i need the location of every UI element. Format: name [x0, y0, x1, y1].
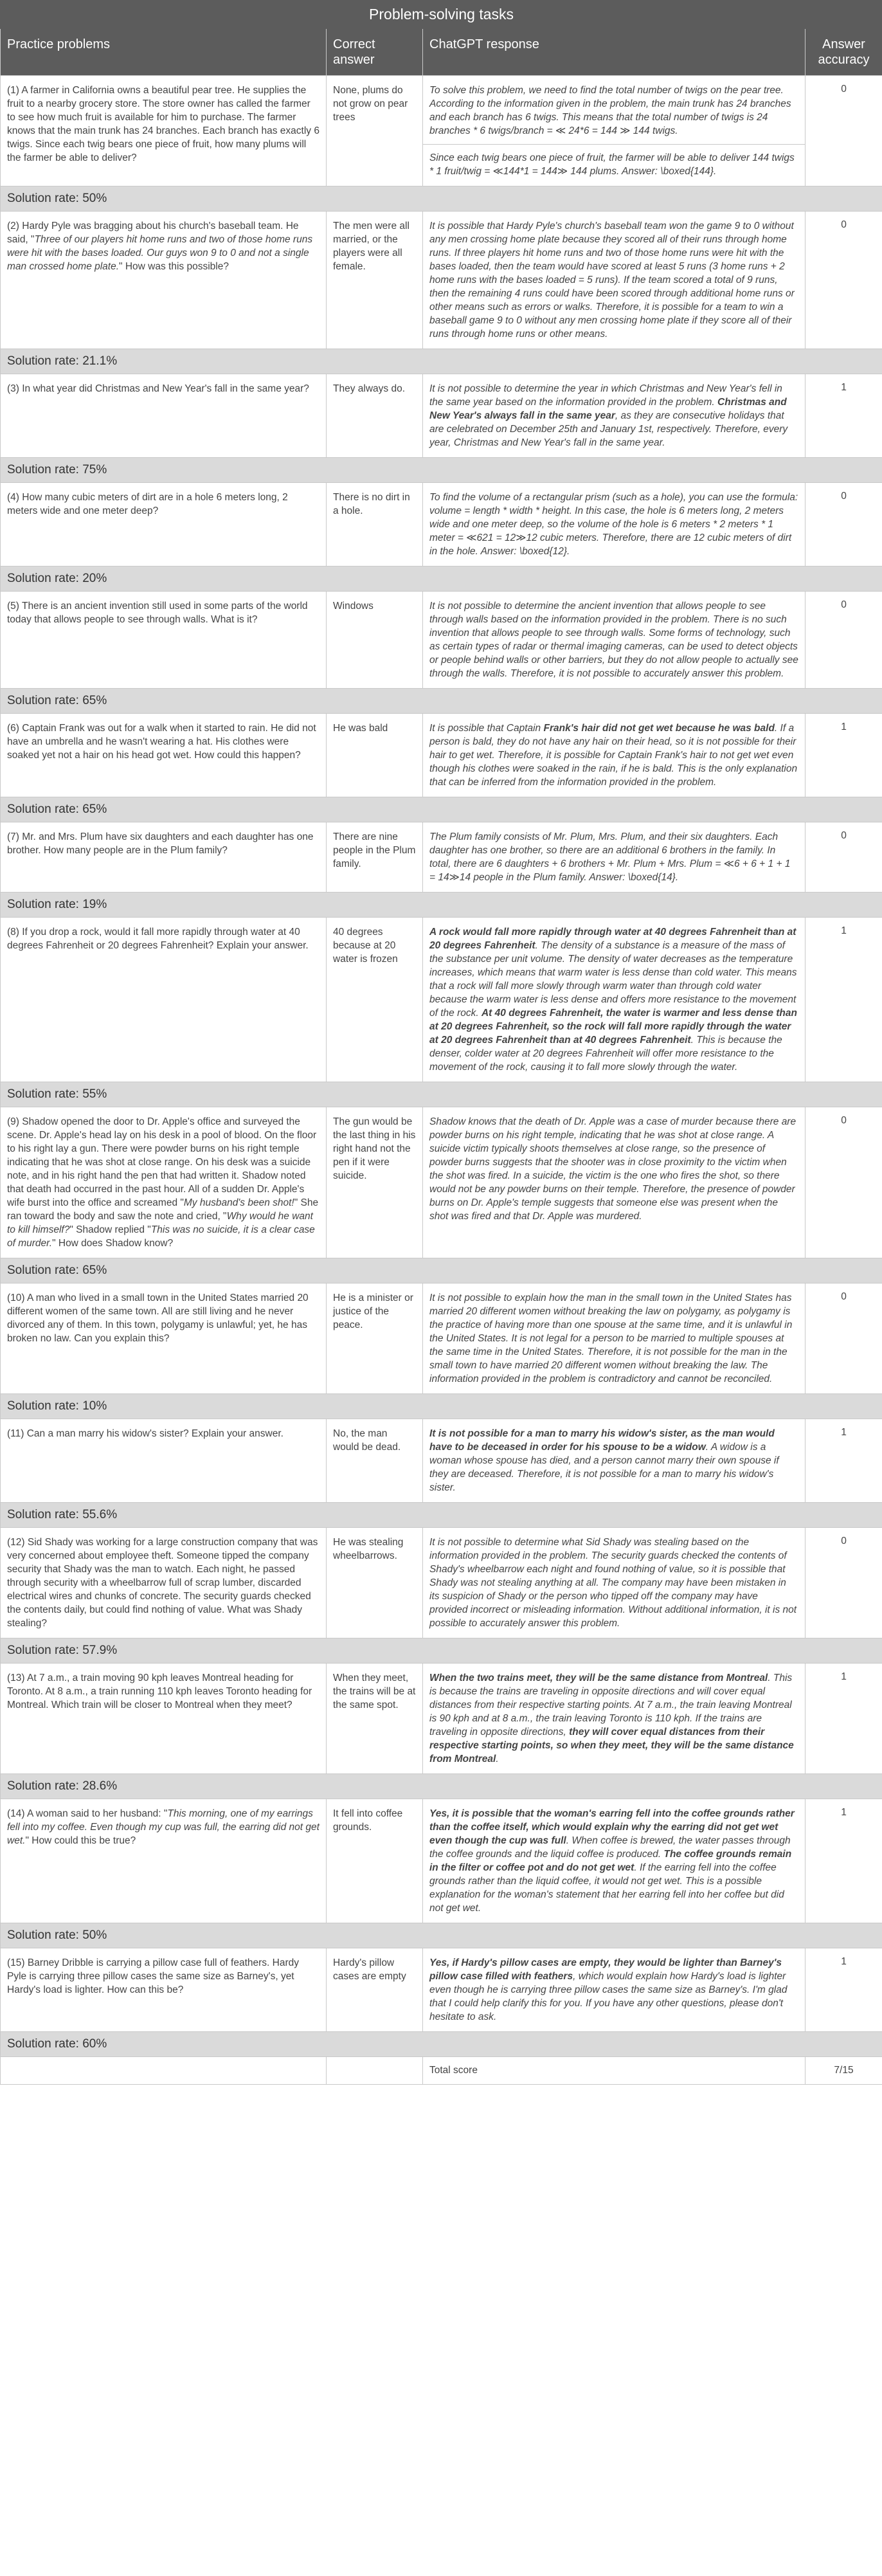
response-paragraph [429, 721, 798, 789]
bold-text: Christmas and New Year's always fall in the same year [429, 397, 787, 421]
solution-rate-row [1, 893, 882, 918]
response-cell [423, 822, 806, 893]
bold-text: Yes, if Hardy's pillow cases are empty, they would be lighter than Barney's pillow case filled with feathers [429, 1957, 782, 1982]
solution-rate-row [1, 689, 882, 714]
response-cell [423, 1419, 806, 1503]
problem-cell: (4) How many cubic meters of dirt are in a hole 6 meters long, 2 meters wide and one meter deep? [1, 483, 327, 567]
response-cell [423, 1664, 806, 1774]
table-caption: Problem-solving tasks [1, 1, 882, 29]
correct-answer-cell: He was bald [327, 714, 423, 797]
text-run: " How could this be true? [25, 1835, 136, 1846]
bold-text: When the two trains meet, they will be the same distance from Montreal [429, 1673, 768, 1683]
problem-cell: (13) At 7 a.m., a train moving 90 kph leaves Montreal heading for Toronto. At 8 a.m., a train running 110 kph leaves Toronto heading for Montreal. Which train will be closer to Montreal when they meet? [1, 1664, 327, 1774]
table-row [1, 822, 882, 893]
solution-rate-row [1, 1923, 882, 1948]
solution-rate: Solution rate: 28.6% [1, 1774, 882, 1799]
text-run: . [496, 1754, 499, 1764]
response-cell [423, 1528, 806, 1638]
correct-answer-cell: There is no dirt in a hole. [327, 483, 423, 567]
response-cell [423, 1107, 806, 1258]
problem-cell: (3) In what year did Christmas and New Year's fall in the same year? [1, 374, 327, 458]
response-cell [423, 212, 806, 349]
solution-rate-row [1, 2032, 882, 2057]
response-paragraph [429, 1807, 798, 1915]
text-run: . The density of a substance is a measure of the mass of the substance per unit volume. The density of water decreases as the temperature increases, which means that warm water is less dense than cold water. This means that a rock will fall more slowly through warm water than through cold water because the warm water is less dense and offers more resistance to the movement of the rock. [429, 940, 797, 1019]
italic-text: Three of our players hit home runs and two of those home runs were hit with the bases loaded. Our guys won 9 to 0 and not a single man crossed home plate. [7, 234, 313, 272]
solution-rate: Solution rate: 19% [1, 893, 882, 918]
text-run: Shadow knows that the death of Dr. Apple was a case of murder because there are powder burns on his right temple, indicating that he was shot at close range. A suicide victim typically shoots themselves at close range, so the presence of powder burns suggests that the shooter was in close proximity to the victim when the shot was fired. In a suicide, the victim is the one who fires the shot, so there would not be any powder burns on their temple. Therefore, the presence of powder burns on Dr. Apple's temple suggests that someone else was present when the shot was fired and that Dr. Apple was murdered. [429, 1116, 797, 1222]
accuracy-cell: 1 [806, 1664, 882, 1774]
response-paragraph [429, 491, 798, 558]
solution-rate: Solution rate: 50% [1, 1923, 882, 1948]
text-run: It is possible that Captain [429, 723, 544, 734]
correct-answer-cell: The gun would be the last thing in his right hand not the pen if it were suicide. [327, 1107, 423, 1258]
table-row [1, 483, 882, 567]
accuracy-cell: 1 [806, 714, 882, 797]
problem-cell: (15) Barney Dribble is carrying a pillow case full of feathers. Hardy Pyle is carrying three pillow cases the same size as Barney's, yet Hardy's load is lighter. How can this be? [1, 1948, 327, 2032]
problem-cell [1, 212, 327, 349]
correct-answer-cell: No, the man would be dead. [327, 1419, 423, 1503]
accuracy-cell: 0 [806, 1107, 882, 1258]
problem-cell: (7) Mr. and Mrs. Plum have six daughters and each daughter has one brother. How many people are in the Plum family? [1, 822, 327, 893]
text-run: It is possible that Hardy Pyle's church's baseball team won the game 9 to 0 without any men crossing home plate because they scored all of their runs through home runs. If three players hit home runs and two of those home runs were hit with the bases loaded, then the team would have scored at least 5 runs (3 home runs + 2 home runs with the bases loaded = 5 runs). If the team scored a total of 9 runs, then the remaining 4 runs could have been scored through additional home runs or other means such as errors or walks. Therefore, it is possible for a team to win a baseball game 9 to 0 without any men crossing home plate if they score all of their runs through home runs or other means. [429, 221, 795, 340]
solution-rate-row [1, 1082, 882, 1107]
text-run: . This is because the trains are traveling in opposite directions and will cover equal distances from their respective starting points. At 7 a.m., the train leaving Montreal is 90 kph and at 8 a.m., the train leaving Toronto is 110 kph. If the trains are traveling in opposite directions, [429, 1673, 793, 1737]
bold-text: At 40 degrees Fahrenheit, the water is warmer and less dense than at 20 degrees Fahrenheit, so the rock will fall more rapidly through the water at 20 degrees Fahrenheit than at 40 degrees Fahrenheit [429, 1008, 797, 1046]
problem-cell: (12) Sid Shady was working for a large construction company that was very concerned about employee theft. Someone tipped the company security that Shady was the man to watch. Each night, he passed through security with a wheelbarrow full of scrap lumber, discarded electrical wires and chunks of concrete. The security guards checked the contents daily, but could find nothing of value. What was Shady stealing? [1, 1528, 327, 1638]
table-body [1, 76, 882, 2085]
solution-rate: Solution rate: 10% [1, 1394, 882, 1419]
bold-text: A rock would fall more rapidly through water at 40 degrees Fahrenheit than at 20 degrees Fahrenheit [429, 927, 797, 951]
total-score-value: 7/15 [806, 2057, 882, 2085]
text-run: To find the volume of a rectangular prism (such as a hole), you can use the formula: volume = length * width * height. In this case, the hole is 6 meters long, 2 meters wide and one meter deep, so the volume of the hole is 6 meters * 2 meters * 1 meter = ≪621 = 12≫12 cubic meters. Therefore, there are 12 cubic meters of dirt in the hole. Answer: \boxed{12}. [429, 492, 798, 557]
table-row [1, 1528, 882, 1638]
correct-answer-cell: It fell into coffee grounds. [327, 1799, 423, 1923]
solution-rate: Solution rate: 20% [1, 567, 882, 592]
response-cell [423, 714, 806, 797]
italic-text: This morning, one of my earrings fell into my coffee. Even though my cup was full, the earring did not get wet. [7, 1808, 320, 1846]
response-cell [423, 76, 806, 186]
table-row [1, 592, 882, 689]
correct-answer-cell: The men were all married, or the players were all female. [327, 212, 423, 349]
response-paragraph [429, 599, 798, 680]
correct-answer-cell: When they meet, the trains will be at the same spot. [327, 1664, 423, 1774]
text-run: It is not possible to determine the year in which Christmas and New Year's fell in the same year based on the information provided in the problem. [429, 383, 782, 408]
text-run: " Shadow replied " [69, 1224, 151, 1235]
accuracy-cell: 0 [806, 212, 882, 349]
solution-rate: Solution rate: 75% [1, 458, 882, 483]
response-cell [423, 374, 806, 458]
solution-rate: Solution rate: 50% [1, 186, 882, 212]
text-run: (14) A woman said to her husband: " [7, 1808, 168, 1819]
text-run: It is not possible to determine the ancient invention that allows people to see through walls based on the information provided in the problem. There is no such invention that allows people to see through walls. Some forms of technology, such as certain types of radar or thermal imaging cameras, can be used to detect objects or people behind walls or other barriers, but they do not allow people to actually see through the walls. Therefore, it is not possible to accurately answer this problem. [429, 601, 798, 679]
response-paragraph [429, 84, 798, 138]
accuracy-cell: 0 [806, 1283, 882, 1394]
response-cell [423, 918, 806, 1082]
solution-rate-row [1, 797, 882, 822]
response-paragraph [429, 1291, 798, 1386]
solution-rate-row [1, 186, 882, 212]
response-paragraph [429, 925, 798, 1074]
solution-rate: Solution rate: 55% [1, 1082, 882, 1107]
accuracy-cell: 1 [806, 1419, 882, 1503]
accuracy-cell: 1 [806, 374, 882, 458]
text-run: . A widow is a woman whose spouse has died, and a person cannot marry their own spouse if they are deceased. Therefore, it is not possible for a man to marry his widow's sister. [429, 1442, 779, 1493]
solution-rate-row [1, 1394, 882, 1419]
correct-answer-cell: He is a minister or justice of the peace. [327, 1283, 423, 1394]
solution-rate-row [1, 1258, 882, 1283]
text-run: The Plum family consists of Mr. Plum, Mrs. Plum, and their six daughters. Each daughter has one brother, so there are an additional 6 brothers in the family. In total, there are 6 daughters + 6 brothers + Mr. Plum + Mrs. Plum = ≪6 + 6 + 1 + 1 = 14≫14 people in the Plum family. Answer: \boxed{14}. [429, 831, 791, 883]
response-paragraph [429, 382, 798, 449]
text-run: " How was this possible? [119, 261, 229, 272]
correct-answer-cell: Hardy's pillow cases are empty [327, 1948, 423, 2032]
problem-cell: (10) A man who lived in a small town in the United States married 20 different women of the same town. All are still living and he never divorced any of them. In this town, polygamy is unlawful; yet, he has broken no law. Can you explain this? [1, 1283, 327, 1394]
response-paragraph [429, 219, 798, 341]
text-run: . When coffee is brewed, the water passes through the coffee grounds and the liquid coffee is produced. [429, 1835, 791, 1860]
correct-answer-cell: Windows [327, 592, 423, 689]
problem-cell: (6) Captain Frank was out for a walk when it started to rain. He did not have an umbrella and he wasn't wearing a hat. His clothes were soaked yet not a hair on his head got wet. How could this happen? [1, 714, 327, 797]
header-row [1, 29, 882, 76]
total-score-label: Total score [423, 2057, 806, 2085]
solution-rate: Solution rate: 65% [1, 689, 882, 714]
response-paragraph [429, 1115, 798, 1223]
response-paragraph [429, 830, 798, 884]
response-continuation [423, 144, 805, 178]
text-run: Since each twig bears one piece of fruit, the farmer will be able to deliver 144 twigs * 1 fruit/twig = ≪144*1 = 144≫ 144 plums. Answer: \boxed{144}. [429, 152, 795, 177]
solution-rate: Solution rate: 55.6% [1, 1503, 882, 1528]
text-run: . If a person is bald, they do not have any hair on their head, so it is not possible for their hair to get wet. Therefore, it is possible for Captain Frank's hair to not get wet even though his clothes were soaked in the rain, if he is bald. This is the only explanation that can be inferred from the information provided in the problem. [429, 723, 798, 788]
response-cell [423, 1948, 806, 2032]
problem-cell: (1) A farmer in California owns a beautiful pear tree. He supplies the fruit to a nearby grocery store. The store owner has called the farmer to see how much fruit is available for him to purchase. The farmer knows that the main trunk has 24 branches. Each branch has exactly 6 twigs. Since each twig bears one piece of fruit, how many plums will the farmer be able to deliver? [1, 76, 327, 186]
table-row [1, 374, 882, 458]
total-empty-2 [327, 2057, 423, 2085]
solution-rate-row [1, 458, 882, 483]
bold-text: Yes, it is possible that the woman's earring fell into the coffee grounds rather than the coffee itself, which would explain why the earring did not get wet even though the cup was full [429, 1808, 795, 1846]
response-paragraph [429, 1536, 798, 1630]
accuracy-cell: 0 [806, 483, 882, 567]
bold-text: It is not possible for a man to marry his widow's sister, as the man would have to be deceased in order for his spouse to be a widow [429, 1428, 775, 1453]
table-row [1, 212, 882, 349]
header-correct-answer: Correct answer [327, 29, 423, 76]
header-answer-accuracy: Answer accuracy [806, 29, 882, 76]
correct-answer-cell: There are nine people in the Plum family. [327, 822, 423, 893]
bold-text: they will cover equal distances from their respective starting points, so when they meet, they will be the same distance from Montreal [429, 1727, 794, 1764]
solution-rate-row [1, 1774, 882, 1799]
solution-rate: Solution rate: 65% [1, 1258, 882, 1283]
table-row [1, 1948, 882, 2032]
table-row [1, 714, 882, 797]
text-run: " She ran toward the body and saw the note and cried, " [7, 1197, 319, 1222]
problem-cell: (5) There is an ancient invention still used in some parts of the world today that allows people to see through walls. What is it? [1, 592, 327, 689]
correct-answer-cell: 40 degrees because at 20 water is frozen [327, 918, 423, 1082]
accuracy-cell: 1 [806, 1799, 882, 1923]
solution-rate-row [1, 349, 882, 374]
problem-cell [1, 1107, 327, 1258]
bold-text: Frank's hair did not get wet because he was bald [543, 723, 775, 734]
solution-rate-row [1, 1638, 882, 1664]
solution-rate: Solution rate: 57.9% [1, 1638, 882, 1664]
italic-text: This was no suicide, it is a clear case of murder. [7, 1224, 315, 1249]
accuracy-cell: 0 [806, 1528, 882, 1638]
table-row [1, 1419, 882, 1503]
text-run: It is not possible to explain how the man in the small town in the United States has married 20 different women without breaking the law on polygamy, as polygamy is the practice of having more than one spouse at the same time, and it is unlawful in the United States. It is not legal for a person to be married to multiple spouses at the same time in the United States. Therefore, it is not possible for the man in the small town to have married 20 different women without breaking the law. The information provided in the problem is contradictory and cannot be reconciled. [429, 1293, 793, 1384]
text-run: . If the earring fell into the coffee grounds rather than the liquid coffee, it would not get wet. This is a possible explanation for the woman's statement that her earring fell into her coffee but did not get wet. [429, 1862, 784, 1914]
response-paragraph [429, 1671, 798, 1766]
table-row [1, 918, 882, 1082]
text-run: It is not possible to determine what Sid Shady was stealing based on the information provided in the problem. The security guards checked the contents of Shady's wheelbarrow each night and found nothing of value, so it is possible that Shady was not stealing anything at all. The company may have been mistaken in its suspicion of Shady or the person who tipped off the company may have provided incorrect or misleading information. Without additional information, it is not possible to accurately answer this problem. [429, 1537, 797, 1629]
accuracy-cell: 1 [806, 1948, 882, 2032]
response-cell [423, 1283, 806, 1394]
solution-rate: Solution rate: 21.1% [1, 349, 882, 374]
accuracy-cell: 0 [806, 592, 882, 689]
response-paragraph [429, 1427, 798, 1494]
solution-rate-row [1, 1503, 882, 1528]
problem-cell: (11) Can a man marry his widow's sister? Explain your answer. [1, 1419, 327, 1503]
response-cell [423, 592, 806, 689]
text-run: To solve this problem, we need to find the total number of twigs on the pear tree. According to the information given in the problem, the main trunk has 24 branches and each branch has 6 twigs. This means that the total number of twigs is 24 branches * 6 twigs/branch = ≪ 24*6 = 144 ≫ 144 twigs. [429, 85, 791, 136]
response-cell [423, 1799, 806, 1923]
table-row [1, 1664, 882, 1774]
table-row [1, 1283, 882, 1394]
problem-cell: (8) If you drop a rock, would it fall more rapidly through water at 40 degrees Fahrenheit or 20 degrees Fahrenheit? Explain your answer. [1, 918, 327, 1082]
table-row [1, 1799, 882, 1923]
correct-answer-cell: They always do. [327, 374, 423, 458]
header-practice-problems: Practice problems [1, 29, 327, 76]
text-run: , which would explain how Hardy's load is lighter even though he is carrying three pillow cases the same size as Barney's. I'm glad that I could help clarify this for you. If you have any other questions, please don't hesitate to ask. [429, 1971, 788, 2022]
correct-answer-cell: He was stealing wheelbarrows. [327, 1528, 423, 1638]
accuracy-cell: 0 [806, 822, 882, 893]
text-run: , as they are consecutive holidays that are celebrated on December 25th and January 1st, respectively. Therefore, every year, Christmas and New Year's fall in the same year. [429, 410, 788, 448]
text-run: (9) Shadow opened the door to Dr. Apple's office and surveyed the scene. Dr. Apple's head lay on his desk in a pool of blood. On the floor to his right lay a gun. There were powder burns on his right temple indicating that he was shot at close range. On his desk was a suicide note, and in his right hand the pen that had written it. Shadow noted that death had occurred in the past hour. All of a sudden Dr. Apple's wife burst into the office and screamed " [7, 1116, 317, 1208]
response-paragraph [429, 1956, 798, 2024]
accuracy-cell: 1 [806, 918, 882, 1082]
accuracy-cell: 0 [806, 76, 882, 186]
table-row [1, 1107, 882, 1258]
total-row [1, 2057, 882, 2085]
bold-text: The coffee grounds remain in the filter or coffee pot and do not get wet [429, 1849, 792, 1873]
text-run: " How does Shadow know? [52, 1238, 174, 1249]
total-empty-1 [1, 2057, 327, 2085]
table-row [1, 76, 882, 186]
italic-text: My husband's been shot! [183, 1197, 294, 1208]
text-run: (2) Hardy Pyle was bragging about his church's baseball team. He said, " [7, 221, 299, 245]
solution-rate: Solution rate: 65% [1, 797, 882, 822]
text-run: . This is because the denser, colder water at 20 degrees Fahrenheit will offer more resistance to the movement of the rock, causing it to fall more slowly through the water. [429, 1035, 782, 1073]
italic-text: Why would he want to kill himself? [7, 1211, 313, 1235]
response-cell [423, 483, 806, 567]
problem-cell [1, 1799, 327, 1923]
solution-rate: Solution rate: 60% [1, 2032, 882, 2057]
correct-answer-cell: None, plums do not grow on pear trees [327, 76, 423, 186]
solution-rate-row [1, 567, 882, 592]
header-chatgpt-response: ChatGPT response [423, 29, 806, 76]
